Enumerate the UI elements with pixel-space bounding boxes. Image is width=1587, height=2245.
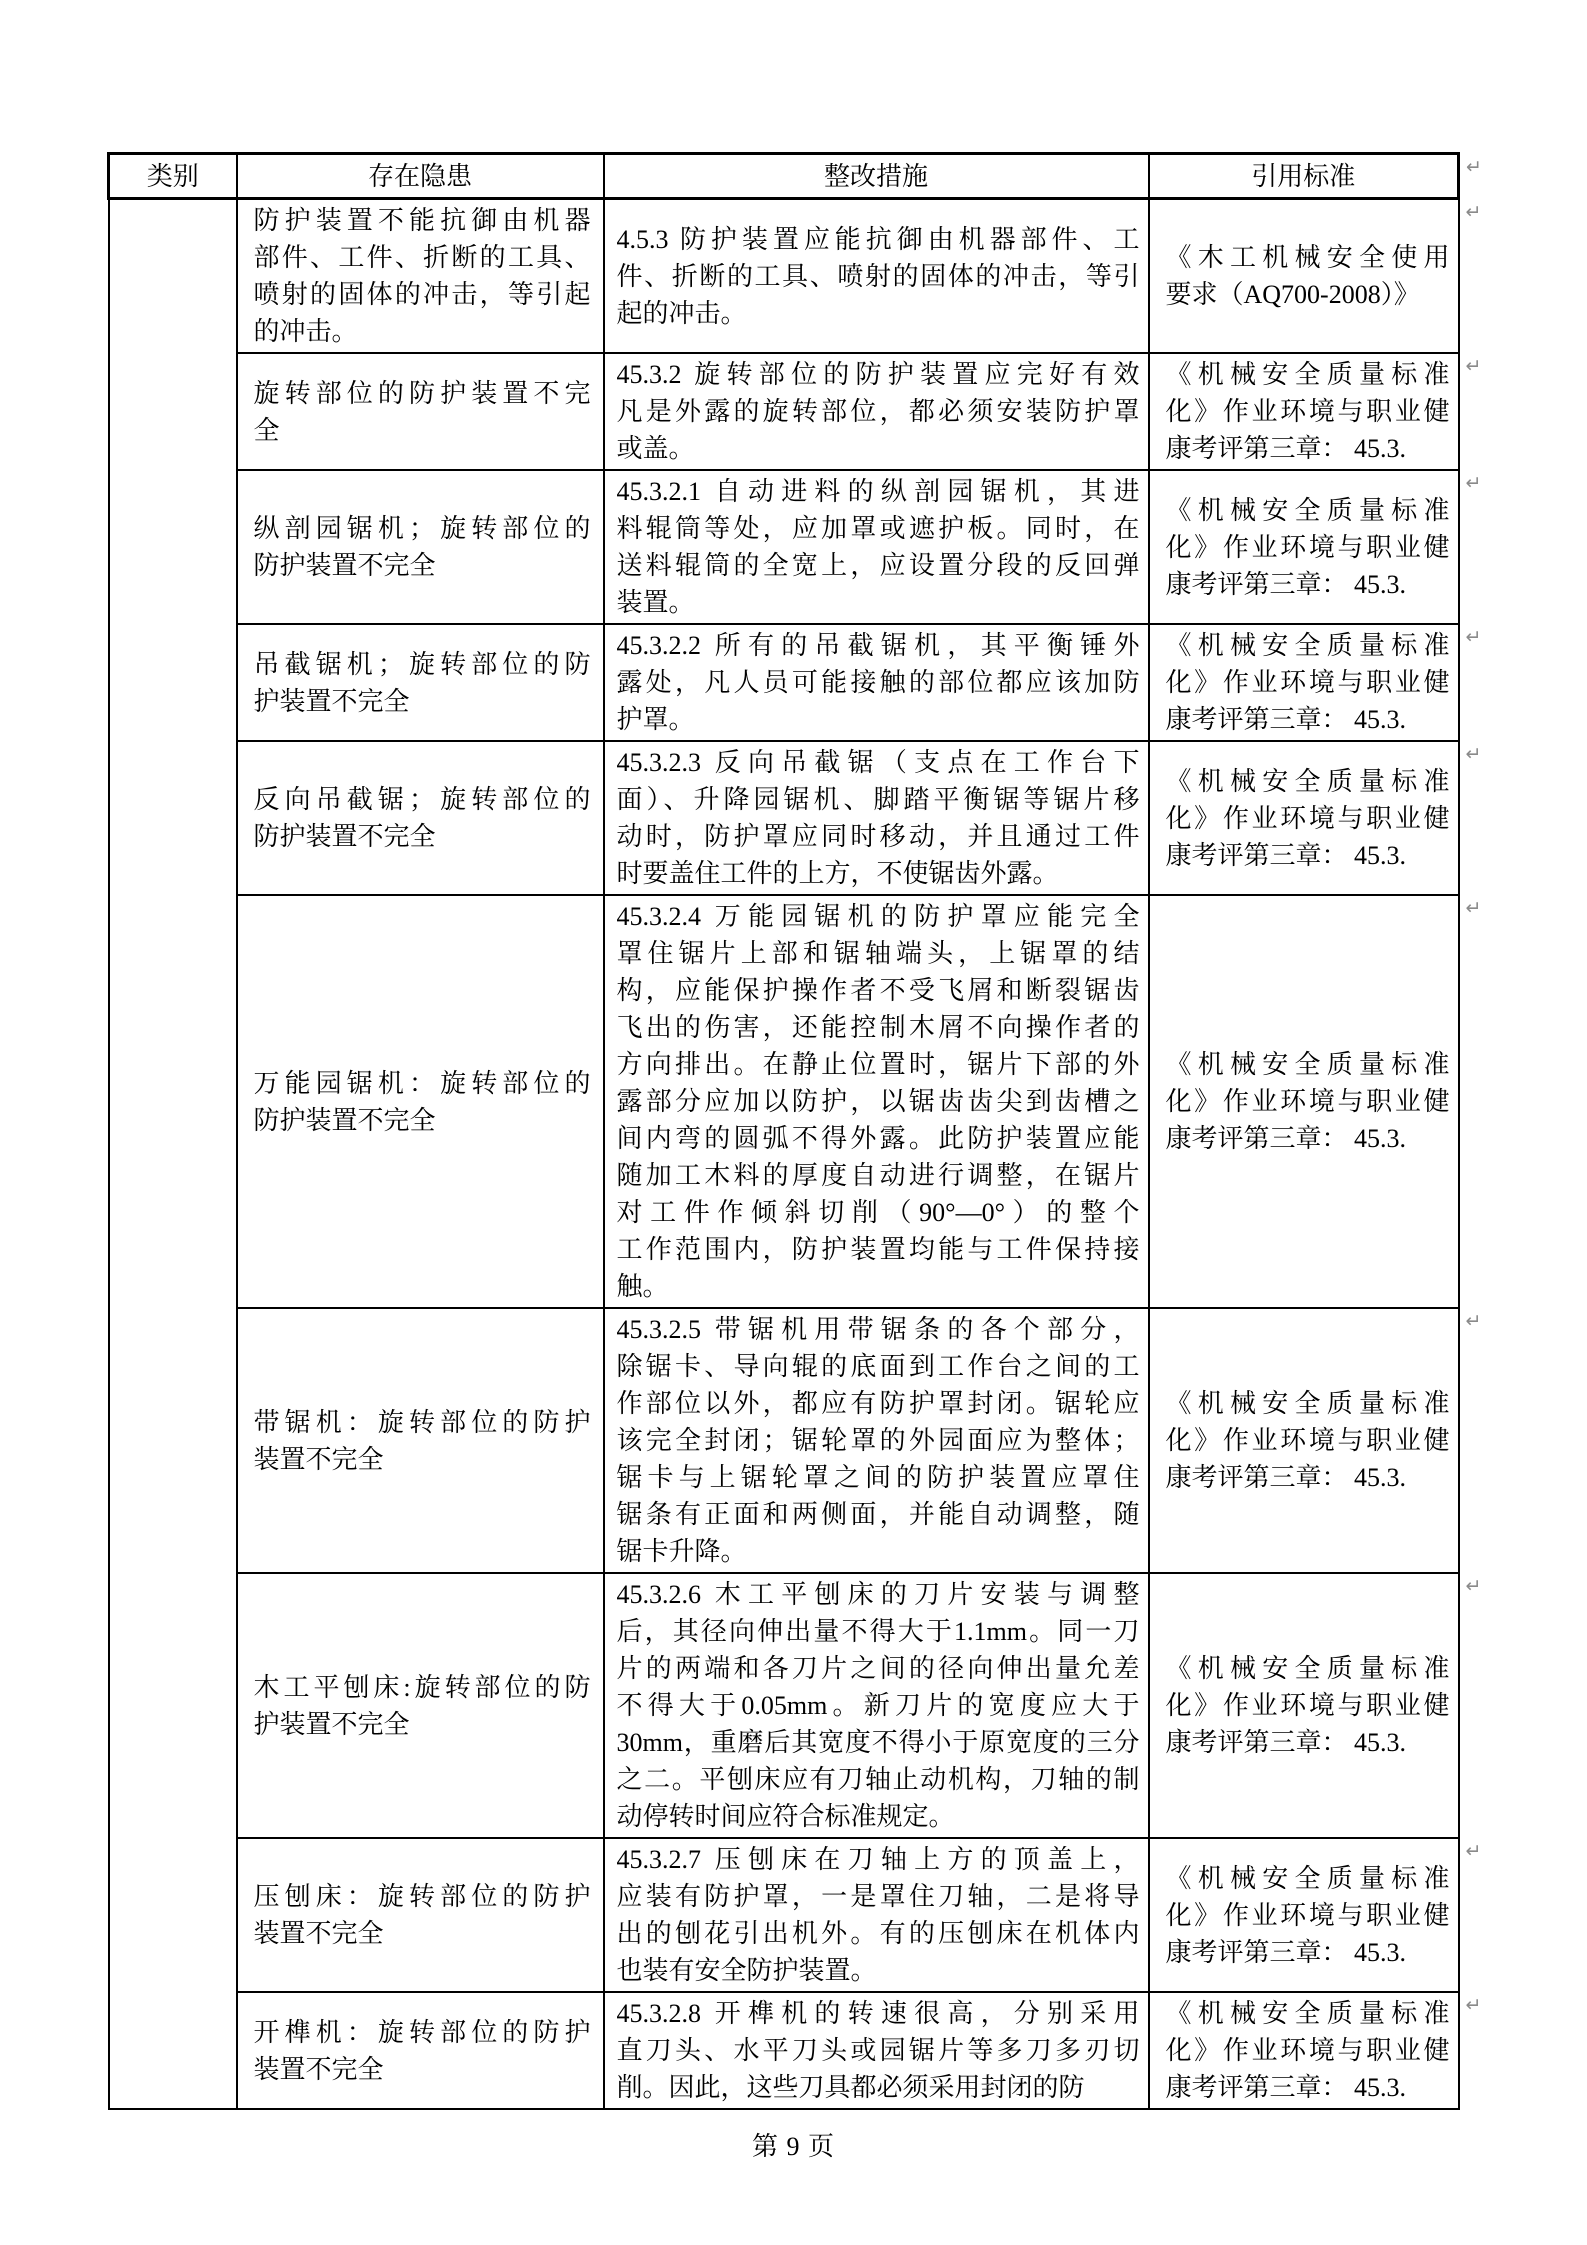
paragraph-mark-icon: ↵ [1465,1575,1482,1597]
text-line: 45.3.2 旋转部位的防护装置应完好有效 [616,360,1140,389]
text-line: 化》作业环境与职业健 [1165,1691,1450,1720]
paragraph-mark-icon: ↵ [1465,743,1482,765]
text-line: 对工件作倾斜切削（90°—0°）的整个 [616,1198,1140,1227]
text-line: 反向吊截锯；旋转部位的 [253,785,591,814]
text-line: 部件、工件、折断的工具、 [253,243,591,272]
text-line: 化》作业环境与职业健 [1165,397,1450,426]
text-line: 件、折断的工具、喷射的固体的冲击，等引 [616,261,1140,291]
text-line: 护装置不完全 [253,1709,410,1739]
text-line: 45.3.2.5 带锯机用带锯条的各个部分， [616,1315,1140,1344]
measure-cell [604,741,1149,895]
row-gutter [1459,353,1505,470]
text-line: 片的两端和各刀片之间的径向伸出量允差 [616,1654,1140,1683]
standard-cell [1149,624,1459,741]
measure-cell [604,1838,1149,1992]
row-gutter [1459,1573,1505,1838]
text-line: 锯卡与上锯轮罩之间的防护装置应罩住 [616,1463,1140,1492]
text-line: 防护装置不完全 [253,551,436,580]
text-line: 除锯卡、导向辊的底面到工作台之间的工 [616,1352,1140,1381]
text-line: 45.3.2.6 木工平刨床的刀片安装与调整 [616,1580,1140,1609]
text-line: 康考评第三章： 45.3. [1165,569,1407,599]
text-line: 《机械安全质量标准 [1165,495,1450,525]
text-line: 不得大于0.05mm。新刀片的宽度应大于 [616,1691,1140,1720]
text-line: 《机械安全质量标准 [1165,1050,1450,1079]
text-line: 料辊筒等处，应加罩或遮护板。同时，在 [616,514,1140,543]
row-gutter [1459,1308,1505,1573]
text-line: 方向排出。在静止位置时，锯片下部的外 [616,1050,1140,1079]
table-row [109,624,1505,741]
text-line: 康考评第三章： 45.3. [1165,705,1407,734]
text-line: 触。 [616,1272,669,1301]
text-line: 带锯机：旋转部位的防护 [253,1407,591,1437]
text-line: 直刀头、水平刀头或园锯片等多刀多刃切 [616,2036,1140,2065]
column-header-category: 类别 [109,154,237,199]
text-line: 《机械安全质量标准 [1165,1999,1450,2028]
measure-cell [604,895,1149,1308]
text-line: 也装有安全防护装置。 [616,1956,877,1985]
text-line: 45.3.2.7 压刨床在刀轴上方的顶盖上， [616,1845,1140,1874]
text-line: 《机械安全质量标准 [1165,766,1450,796]
text-line: 《机械安全质量标准 [1165,360,1450,389]
column-header-standard: 引用标准 [1149,154,1459,199]
standard-cell [1149,895,1459,1308]
text-line: 木工平刨床:旋转部位的防 [253,1672,591,1702]
table-row [109,1838,1505,1992]
text-line: 装置不完全 [253,2054,384,2084]
text-line: 露处，凡人员可能接触的部位都应该加防 [616,668,1140,697]
text-line: 化》作业环境与职业健 [1165,1087,1450,1116]
text-line: 康考评第三章： 45.3. [1165,434,1407,463]
text-line: 30mm，重磨后其宽度不得小于原宽度的三分 [616,1728,1140,1757]
text-line: 要求（AQ700-2008）》 [1165,280,1420,309]
row-gutter [1459,1992,1505,2109]
standard-cell [1149,1992,1459,2109]
standard-cell [1149,1838,1459,1992]
text-line: 飞出的伤害，还能控制木屑不向操作者的 [616,1013,1140,1042]
row-gutter [1459,624,1505,741]
text-line: 动停转时间应符合标准规定。 [616,1802,955,1831]
text-line: 应装有防护罩，一是罩住刀轴，二是将导 [616,1882,1140,1911]
text-line: 化》作业环境与职业健 [1165,1426,1450,1455]
row-gutter [1459,1838,1505,1992]
text-line: 45.3.2.4 万能园锯机的防护罩应能完全 [616,902,1140,931]
text-line: 护罩。 [616,705,695,734]
text-line: 《机械安全质量标准 [1165,631,1450,660]
text-line: 45.3.2.2 所有的吊截锯机，其平衡锤外 [616,631,1140,660]
text-line: 随加工木料的厚度自动进行调整，在锯片 [616,1161,1140,1190]
table-row [109,199,1505,354]
text-line: 化》作业环境与职业健 [1165,803,1450,833]
standard-cell [1149,741,1459,895]
text-line: 露部分应加以防护，以锯齿齿尖到齿槽之 [616,1087,1140,1116]
text-line: 锯卡升降。 [616,1537,747,1566]
measure-cell [604,199,1149,354]
category-cell [109,199,237,2110]
table-row [109,1308,1505,1573]
standard-cell [1149,470,1459,624]
text-line: 康考评第三章： 45.3. [1165,840,1407,870]
text-line: 化》作业环境与职业健 [1165,668,1450,697]
text-line: 《机械安全质量标准 [1165,1654,1450,1683]
text-line: 工作范围内，防护装置均能与工件保持接 [616,1235,1140,1264]
table-row [109,470,1505,624]
hazard-cell [237,624,604,741]
hazard-cell [237,353,604,470]
text-line: 全 [253,415,280,445]
text-line: 出的刨花引出机外。有的压刨床在机体内 [616,1919,1140,1948]
row-gutter [1459,895,1505,1308]
text-line: 万能园锯机：旋转部位的 [253,1068,591,1098]
page-number: 第 9 页 [751,2132,835,2161]
text-line: 45.3.2.3 反向吊截锯（支点在工作台下 [616,748,1140,777]
measure-cell [604,1308,1149,1573]
text-line: 装置不完全 [253,1444,384,1474]
paragraph-mark-icon: ↵ [1465,1310,1482,1332]
hazard-table [107,152,1506,2110]
row-gutter [1459,741,1505,895]
table-row [109,1992,1505,2109]
text-line: 起的冲击。 [616,298,747,328]
hazard-cell [237,199,604,354]
text-line: 《机械安全质量标准 [1165,1389,1450,1418]
row-gutter [1459,470,1505,624]
paragraph-mark-icon: ↵ [1465,200,1482,223]
text-line: 化》作业环境与职业健 [1165,1900,1450,1930]
text-line: 凡是外露的旋转部位，都必须安装防护罩 [616,397,1140,426]
text-line: 该完全封闭；锯轮罩的外园面应为整体； [616,1426,1140,1455]
text-line: 《机械安全质量标准 [1165,1863,1450,1893]
text-line: 时要盖住工件的上方，不使锯齿外露。 [616,859,1059,888]
text-line: 或盖。 [616,434,695,463]
hazard-cell [237,741,604,895]
text-line: 防护装置不完全 [253,822,436,851]
text-line: 开榫机：旋转部位的防护 [253,2017,591,2047]
hazard-cell [237,1838,604,1992]
table-row [109,895,1505,1308]
text-line: 吊截锯机；旋转部位的防 [253,649,591,679]
table-row [109,1573,1505,1838]
text-line: 康考评第三章： 45.3. [1165,1124,1407,1153]
text-line: 面）、升降园锯机、脚踏平衡锯等锯片移 [616,785,1140,814]
text-line: 康考评第三章： 45.3. [1165,1937,1407,1967]
hazard-cell [237,1992,604,2109]
text-line: 锯条有正面和两侧面，并能自动调整，随 [616,1500,1140,1529]
text-line: 康考评第三章： 45.3. [1165,1463,1407,1492]
text-line: 后，其径向伸出量不得大于1.1mm。同一刀 [616,1617,1140,1646]
text-line: 作部位以外，都应有防护罩封闭。锯轮应 [616,1389,1140,1418]
hazard-cell [237,1573,604,1838]
text-line: 4.5.3 防护装置应能抗御由机器部件、工 [616,224,1140,254]
table-header-row [109,154,1505,199]
text-line: 喷射的固体的冲击，等引起 [253,280,591,309]
row-gutter [1459,199,1505,354]
table-row [109,741,1505,895]
paragraph-mark-icon: ↵ [1466,155,1482,178]
text-line: 构，应能保护操作者不受飞屑和断裂锯齿 [616,976,1140,1005]
text-line: 装置。 [616,588,695,617]
text-line: 45.3.2.1 自动进料的纵剖园锯机，其进 [616,477,1140,506]
text-line: 康考评第三章： 45.3. [1165,1728,1407,1757]
text-line: 纵剖园锯机；旋转部位的 [253,514,591,543]
hazard-cell [237,1308,604,1573]
text-line: 护装置不完全 [253,686,410,716]
measure-cell [604,1573,1149,1838]
text-line: 的冲击。 [253,317,358,346]
text-line: 《木工机械安全使用 [1165,243,1450,272]
text-line: 化》作业环境与职业健 [1165,2036,1450,2065]
row-gutter [1459,154,1505,199]
text-line: 防护装置不完全 [253,1105,436,1135]
paragraph-mark-icon: ↵ [1465,897,1482,919]
paragraph-mark-icon: ↵ [1465,1994,1482,2016]
text-line: 防护装置不能抗御由机器 [253,206,591,235]
text-line: 送料辊筒的全宽上，应设置分段的反回弹 [616,551,1140,580]
text-line: 化》作业环境与职业健 [1165,532,1450,562]
column-header-hazard: 存在隐患 [237,154,604,199]
paragraph-mark-icon: ↵ [1465,472,1482,494]
measure-cell [604,470,1149,624]
standard-cell [1149,353,1459,470]
text-line: 装置不完全 [253,1919,384,1948]
text-line: 康考评第三章： 45.3. [1165,2073,1407,2102]
text-line: 45.3.2.8 开榫机的转速很高，分别采用 [616,1999,1140,2028]
text-line: 间内弯的圆弧不得外露。此防护装置应能 [616,1124,1140,1153]
text-line: 之二。平刨床应有刀轴止动机构，刀轴的制 [616,1765,1140,1794]
measure-cell [604,1992,1149,2109]
text-line: 罩住锯片上部和锯轴端头，上锯罩的结 [616,939,1140,968]
text-line: 动时，防护罩应同时移动，并且通过工件 [616,822,1140,851]
table-row [109,353,1505,470]
text-line: 压刨床：旋转部位的防护 [253,1882,591,1911]
measure-cell [604,353,1149,470]
standard-cell [1149,1308,1459,1573]
hazard-cell [237,470,604,624]
paragraph-mark-icon: ↵ [1465,626,1482,648]
column-header-measure: 整改措施 [604,154,1149,199]
hazard-cell [237,895,604,1308]
paragraph-mark-icon: ↵ [1465,1840,1482,1862]
measure-cell [604,624,1149,741]
text-line: 削。因此，这些刀具都必须采用封闭的防 [616,2073,1085,2102]
standard-cell [1149,199,1459,354]
text-line: 旋转部位的防护装置不完 [253,378,591,408]
standard-cell [1149,1573,1459,1838]
paragraph-mark-icon: ↵ [1465,355,1482,377]
